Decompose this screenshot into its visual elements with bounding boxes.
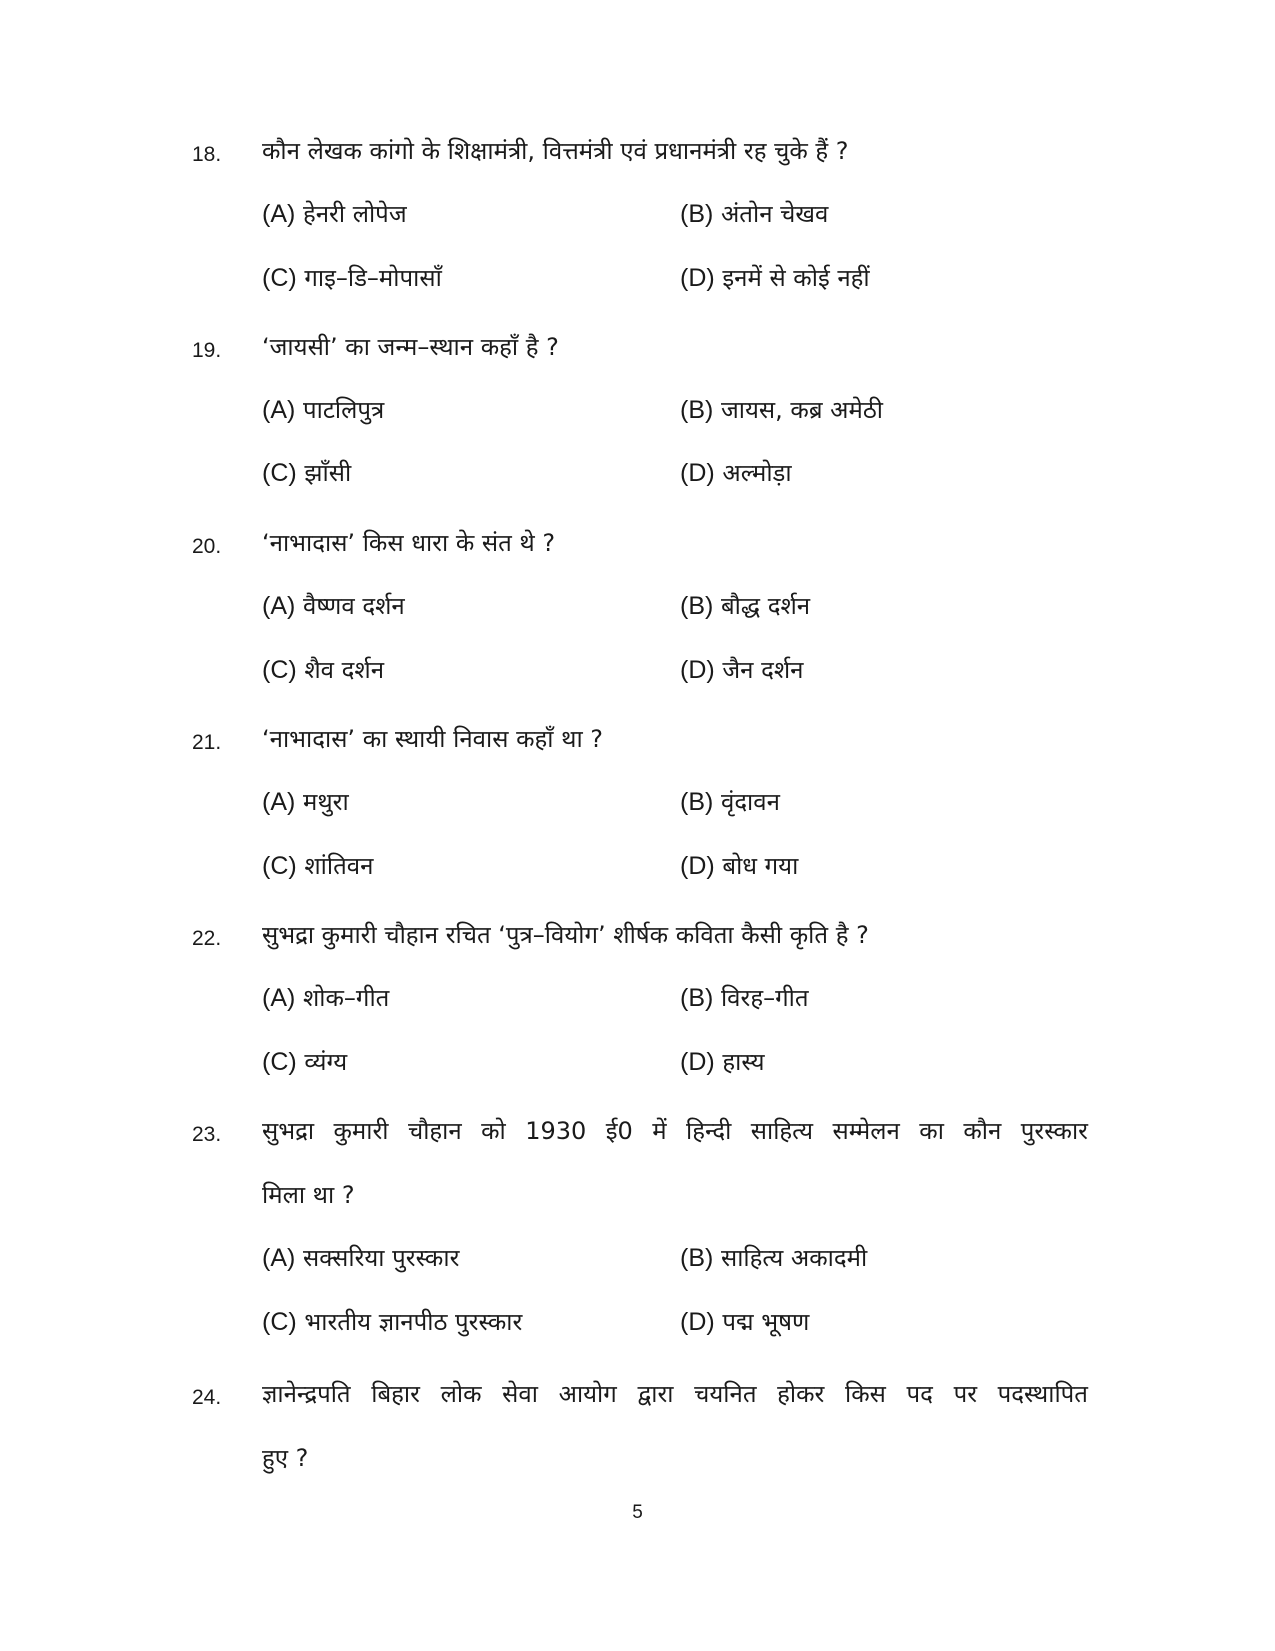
question-text: ‘नाभादास’ किस धारा के संत थे ? <box>262 529 556 557</box>
question-number: 24. <box>192 1386 222 1409</box>
option-text: अल्मोड़ा <box>722 459 792 487</box>
option-key: (A) <box>262 396 296 424</box>
question-text: कौन लेखक कांगो के शिक्षामंत्री, वित्तमंत्री एवं प्रधानमंत्री रह चुके हैं ? <box>262 137 849 165</box>
question-text-line2: हुए ? <box>262 1444 309 1472</box>
question-text: ‘जायसी’ का जन्म–स्थान कहाँ है ? <box>262 333 559 361</box>
option-text: हास्य <box>722 1048 765 1076</box>
option-text: गाइ–डि–मोपासाँ <box>304 264 442 292</box>
option-key: (D) <box>680 1048 715 1076</box>
option-text: वृंदावन <box>720 788 780 816</box>
option-b <box>680 983 809 1013</box>
option-a <box>262 1243 459 1273</box>
option-text: झाँसी <box>304 459 352 487</box>
option-text: बौद्ध दर्शन <box>720 592 811 620</box>
question-text-line1: ज्ञानेन्द्रपति बिहार लोक सेवा आयोग द्वारा चयनित होकर किस पद पर पदस्थापित <box>262 1380 1088 1408</box>
option-text: शोक–गीत <box>302 984 390 1012</box>
question-number: 23. <box>192 1123 222 1146</box>
question-text: ‘नाभादास’ का स्थायी निवास कहाँ था ? <box>262 725 604 753</box>
option-key: (B) <box>680 592 714 620</box>
option-d <box>680 1307 809 1337</box>
option-b <box>680 787 780 817</box>
option-text: भारतीय ज्ञानपीठ पुरस्कार <box>304 1308 523 1336</box>
option-key: (B) <box>680 200 714 228</box>
option-text: जायस, कब्र अमेठी <box>720 396 884 424</box>
option-a <box>262 199 407 229</box>
option-key: (D) <box>680 264 715 292</box>
option-text: इनमें से कोई नहीं <box>722 264 870 292</box>
question-text-line2: मिला था ? <box>262 1181 355 1209</box>
option-b <box>680 1243 867 1273</box>
option-key: (D) <box>680 459 715 487</box>
option-key: (A) <box>262 592 296 620</box>
question-number: 18. <box>192 143 222 166</box>
option-d <box>680 851 798 881</box>
option-key: (C) <box>262 459 297 487</box>
option-key: (D) <box>680 852 715 880</box>
option-d <box>680 655 804 685</box>
option-c <box>262 655 384 685</box>
option-c <box>262 851 373 881</box>
option-text: अंतोन चेखव <box>720 200 829 228</box>
option-text: वैष्णव दर्शन <box>302 592 405 620</box>
option-text: विरह–गीत <box>720 984 809 1012</box>
option-c <box>262 458 351 488</box>
option-text: पाटलिपुत्र <box>302 396 385 424</box>
option-key: (A) <box>262 1244 296 1272</box>
option-a <box>262 787 349 817</box>
question-text: सुभद्रा कुमारी चौहान रचित ‘पुत्र–वियोग’ शीर्षक कविता कैसी कृति है ? <box>262 921 869 949</box>
option-a <box>262 983 389 1013</box>
option-b <box>680 395 883 425</box>
option-key: (A) <box>262 788 296 816</box>
option-key: (B) <box>680 984 714 1012</box>
question-number: 21. <box>192 731 222 754</box>
option-key: (C) <box>262 1048 297 1076</box>
option-c <box>262 1307 522 1337</box>
option-d <box>680 1047 765 1077</box>
option-key: (C) <box>262 656 297 684</box>
question-number: 20. <box>192 535 222 558</box>
option-key: (B) <box>680 1244 714 1272</box>
option-text: बोध गया <box>722 852 799 880</box>
option-key: (C) <box>262 1308 297 1336</box>
option-key: (B) <box>680 396 714 424</box>
option-d <box>680 458 792 488</box>
option-text: शांतिवन <box>304 852 374 880</box>
question-number: 19. <box>192 339 222 362</box>
option-a <box>262 395 384 425</box>
option-text: व्यंग्य <box>304 1048 348 1076</box>
option-c <box>262 1047 347 1077</box>
option-key: (B) <box>680 788 714 816</box>
option-text: शैव दर्शन <box>304 656 385 684</box>
option-key: (A) <box>262 984 296 1012</box>
option-text: मथुरा <box>302 788 349 816</box>
option-text: साहित्य अकादमी <box>720 1244 868 1272</box>
question-number: 22. <box>192 927 222 950</box>
page-number: 5 <box>632 1502 643 1523</box>
option-text: जैन दर्शन <box>722 656 804 684</box>
option-key: (C) <box>262 264 297 292</box>
option-d <box>680 263 870 293</box>
option-b <box>680 199 828 229</box>
option-key: (A) <box>262 200 296 228</box>
option-c <box>262 263 442 293</box>
option-key: (D) <box>680 1308 715 1336</box>
option-key: (C) <box>262 852 297 880</box>
option-key: (D) <box>680 656 715 684</box>
option-b <box>680 591 810 621</box>
option-text: पद्म भूषण <box>722 1308 810 1336</box>
question-text-line1: सुभद्रा कुमारी चौहान को 1930 ई0 में हिन्दी साहित्य सम्मेलन का कौन पुरस्कार <box>262 1117 1088 1145</box>
option-a <box>262 591 405 621</box>
option-text: सक्सरिया पुरस्कार <box>302 1244 460 1272</box>
option-text: हेनरी लोपेज <box>302 200 407 228</box>
